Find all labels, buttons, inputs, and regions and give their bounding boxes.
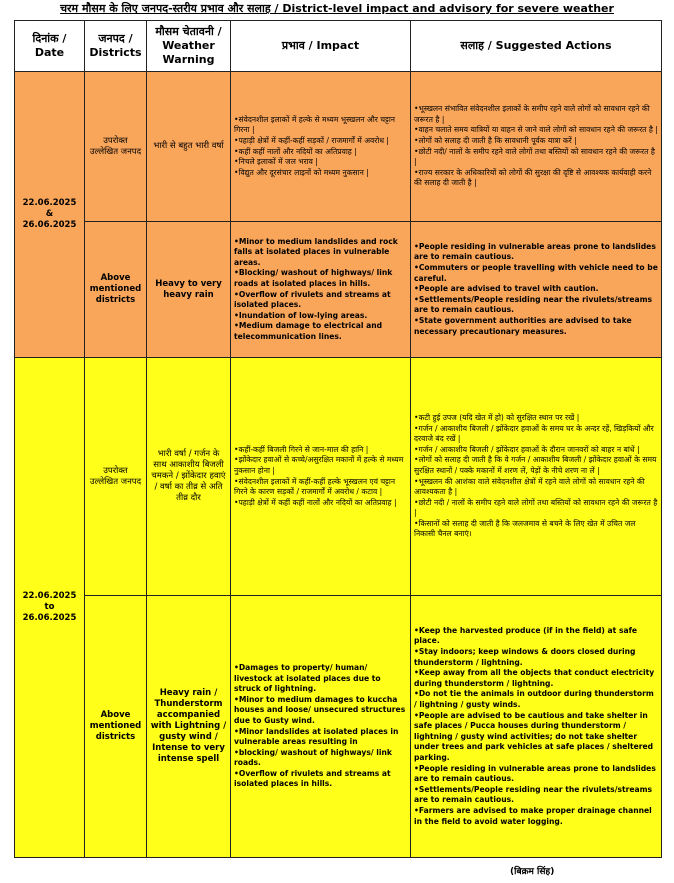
header-date: दिनांक / Date [15, 21, 85, 72]
action-item: • गर्जन / आकाशीय बिजली / झोंकेदार हवाओं के समय घर के अन्दर रहें, खिड़कियों और दरवाजे बंद रखें | [414, 424, 658, 445]
district-cell: उपरोक्त उल्लेखित जनपद [85, 358, 147, 596]
action-item: • Stay indoors; keep windows & doors closed during thunderstorm / lightning. [414, 647, 658, 668]
action-item: • छोटी नदी / नालों के समीप रहने वाले लोगों तथा बस्तियों को सावधान रहने की जरूरत है | [414, 498, 658, 519]
action-item: • भूस्खलन संभावित संवेदनशील इलाकों के समीप रहने वाले लोगों को सावधान रहने की जरूरत है | [414, 104, 658, 125]
impact-item: • Overflow of rivulets and streams at isolated places in hills. [234, 769, 407, 790]
signature: (बिक्रम सिंह) [510, 867, 555, 877]
action-item: • भूस्खलन की आशंका वाले संवेदनशील क्षेत्रों में रहने वाले लोगों को सावधान रहने की आवश्यकता है | [414, 477, 658, 498]
action-cell [411, 72, 662, 222]
warning-cell: भारी वर्षा / गर्जन के साथ आकाशीय बिजली चमकने / झोंकेदार हवाएं / वर्षा का तीव्र से अति तीव्र दौर [147, 358, 231, 596]
table-row [15, 358, 662, 596]
action-item: • Settlements/People residing near the rivulets/streams are to remain cautious. [414, 785, 658, 806]
impact-cell [231, 596, 411, 858]
date-cell: 22.06.2025 & 26.06.2025 [15, 72, 85, 358]
action-item: • State government authorities are advised to take necessary precautionary measures. [414, 316, 658, 337]
action-item: • People residing in vulnerable areas prone to landslides are to remain cautious. [414, 242, 658, 263]
action-item: • गर्जन / आकाशीय बिजली / झोंकेदार हवाओं के दौरान जानवरों को बाहर न बांधें | [414, 445, 658, 456]
action-item: • किसानों को सलाह दी जाती है कि जलजमाव से बचने के लिए खेत में उचित जल निकासी चैनल बनाएं। [414, 519, 658, 540]
action-item: • Commuters or people travelling with vehicle need to be careful. [414, 263, 658, 284]
impact-item: • कहीं-कहीं बिजली गिरने से जान-माल की हानि | [234, 445, 407, 456]
action-item: • Keep away from all the objects that conduct electricity during thunderstorm / lightning. [414, 668, 658, 689]
impact-cell [231, 72, 411, 222]
impact-item: • Blocking/ washout of highways/ link roads at isolated places in hills. [234, 268, 407, 289]
impact-item: • Damages to property/ human/ livestock at isolated places due to struck of lightning. [234, 663, 407, 695]
action-item: • People are advised to travel with caution. [414, 284, 658, 295]
impact-item: • निचले इलाकों में जल भराव | [234, 157, 407, 168]
action-cell [411, 222, 662, 358]
action-item: • छोटी नदी/ नालों के समीप रहने वाले लोगों तथा बस्तियों को सावधान रहने की जरूरत है | [414, 147, 658, 168]
advisory-table [14, 20, 662, 858]
warning-cell: Heavy to very heavy rain [147, 222, 231, 358]
date-cell: 22.06.2025 to 26.06.2025 [15, 358, 85, 858]
impact-item: • Inundation of low-lying areas. [234, 311, 407, 322]
action-item: • People are advised to be cautious and take shelter in safe places / Pucca houses during thunderstorm / lightning / gusty wind activities; do not take shelter under trees and park vehicles at safe places / sheltered parking. [414, 711, 658, 764]
action-item: • Keep the harvested produce (if in the field) at safe place. [414, 626, 658, 647]
district-cell: उपरोक्त उल्लेखित जनपद [85, 72, 147, 222]
header-impact: प्रभाव / Impact [231, 21, 411, 72]
action-item: • Do not tie the animals in outdoor during thunderstorm / lightning / gusty winds. [414, 689, 658, 710]
action-cell [411, 596, 662, 858]
impact-item: • झोंकेदार हवाओं से कच्चे/असुरक्षित मकानों में हल्के से मध्यम नुकसान होना | [234, 455, 407, 476]
header-districts: जनपद / Districts [85, 21, 147, 72]
action-item: • Farmers are advised to make proper drainage channel in the field to avoid water logging. [414, 806, 658, 827]
table-row [15, 596, 662, 858]
impact-item: • Overflow of rivulets and streams at isolated places. [234, 290, 407, 311]
impact-cell [231, 358, 411, 596]
impact-item: • विद्युत और दूरसंचार लाइनों को मध्यम नुकसान | [234, 168, 407, 179]
header-warning: मौसम चेतावनी / Weather Warning [147, 21, 231, 72]
action-item: • वाहन चलाते समय यात्रियों या वाहन से जाने वाले लोगों को सावधान रहने की जरूरत है | [414, 125, 658, 136]
district-cell: Above mentioned districts [85, 222, 147, 358]
impact-item: • संवेदनशील इलाकों में कहीं-कहीं हल्के भूस्खलन एवं चट्टान गिरने के कारण सड़कों / राजमार्गों में अवरोध / कटाव | [234, 477, 407, 498]
action-item: • लोगों को सलाह दी जाती है कि वे गर्जन / आकाशीय बिजली / झोंकेदार हवाओं के समय सुरक्षित स्थानों / पक्के मकानों में शरण लें, पेड़ों के नीचे शरण ना लें | [414, 455, 658, 476]
action-item: • People residing in vulnerable areas prone to landslides are to remain cautious. [414, 764, 658, 785]
action-item: • लोगों को सलाह दी जाती है कि सावधानी पूर्वक यात्रा करें | [414, 136, 658, 147]
page-title: चरम मौसम के लिए जनपद-स्तरीय प्रभाव और सलाह / District-level impact and advisory for severe weather [60, 2, 614, 15]
action-item: • Settlements/People residing near the rivulets/streams are to remain cautious. [414, 295, 658, 316]
warning-cell: भारी से बहुत भारी वर्षा [147, 72, 231, 222]
impact-item: • कहीं कहीं नालों और नदियों का अतिप्रवाह | [234, 147, 407, 158]
impact-item: • पहाड़ी क्षेत्रों में कहीं-कहीं सड़कों / राजमार्गों में अवरोध | [234, 136, 407, 147]
district-cell: Above mentioned districts [85, 596, 147, 858]
header-actions: सलाह / Suggested Actions [411, 21, 662, 72]
impact-item: • Minor to medium landslides and rock falls at isolated places in vulnerable areas. [234, 237, 407, 269]
impact-item: • पहाड़ी क्षेत्रों में कहीं कहीं नालों और नदियों का अतिप्रवाह | [234, 498, 407, 509]
action-item: • राज्य सरकार के अधिकारियों को लोगों की सुरक्षा की दृष्टि से आवश्यक कार्यवाही करने की सलाह दी जाती है | [414, 168, 658, 189]
table-row [15, 72, 662, 222]
impact-item: • Medium damage to electrical and telecommunication lines. [234, 321, 407, 342]
header-row [15, 21, 662, 72]
action-cell [411, 358, 662, 596]
impact-item: • Minor to medium damages to kuccha houses and loose/ unsecured structures due to Gusty wind. [234, 695, 407, 727]
impact-item: • blocking/ washout of highways/ link roads. [234, 748, 407, 769]
action-item: • कटी हुई उपज (यदि खेत में हो) को सुरक्षित स्थान पर रखें | [414, 413, 658, 424]
impact-cell [231, 222, 411, 358]
table-row [15, 222, 662, 358]
impact-item: • Minor landslides at isolated places in vulnerable areas resulting in [234, 727, 407, 748]
impact-item: • संवेदनशील इलाकों में हल्के से मध्यम भूस्खलन और चट्टान गिरना | [234, 115, 407, 136]
warning-cell: Heavy rain / Thunderstorm accompanied with Lightning / gusty wind / Intense to very intense spell [147, 596, 231, 858]
